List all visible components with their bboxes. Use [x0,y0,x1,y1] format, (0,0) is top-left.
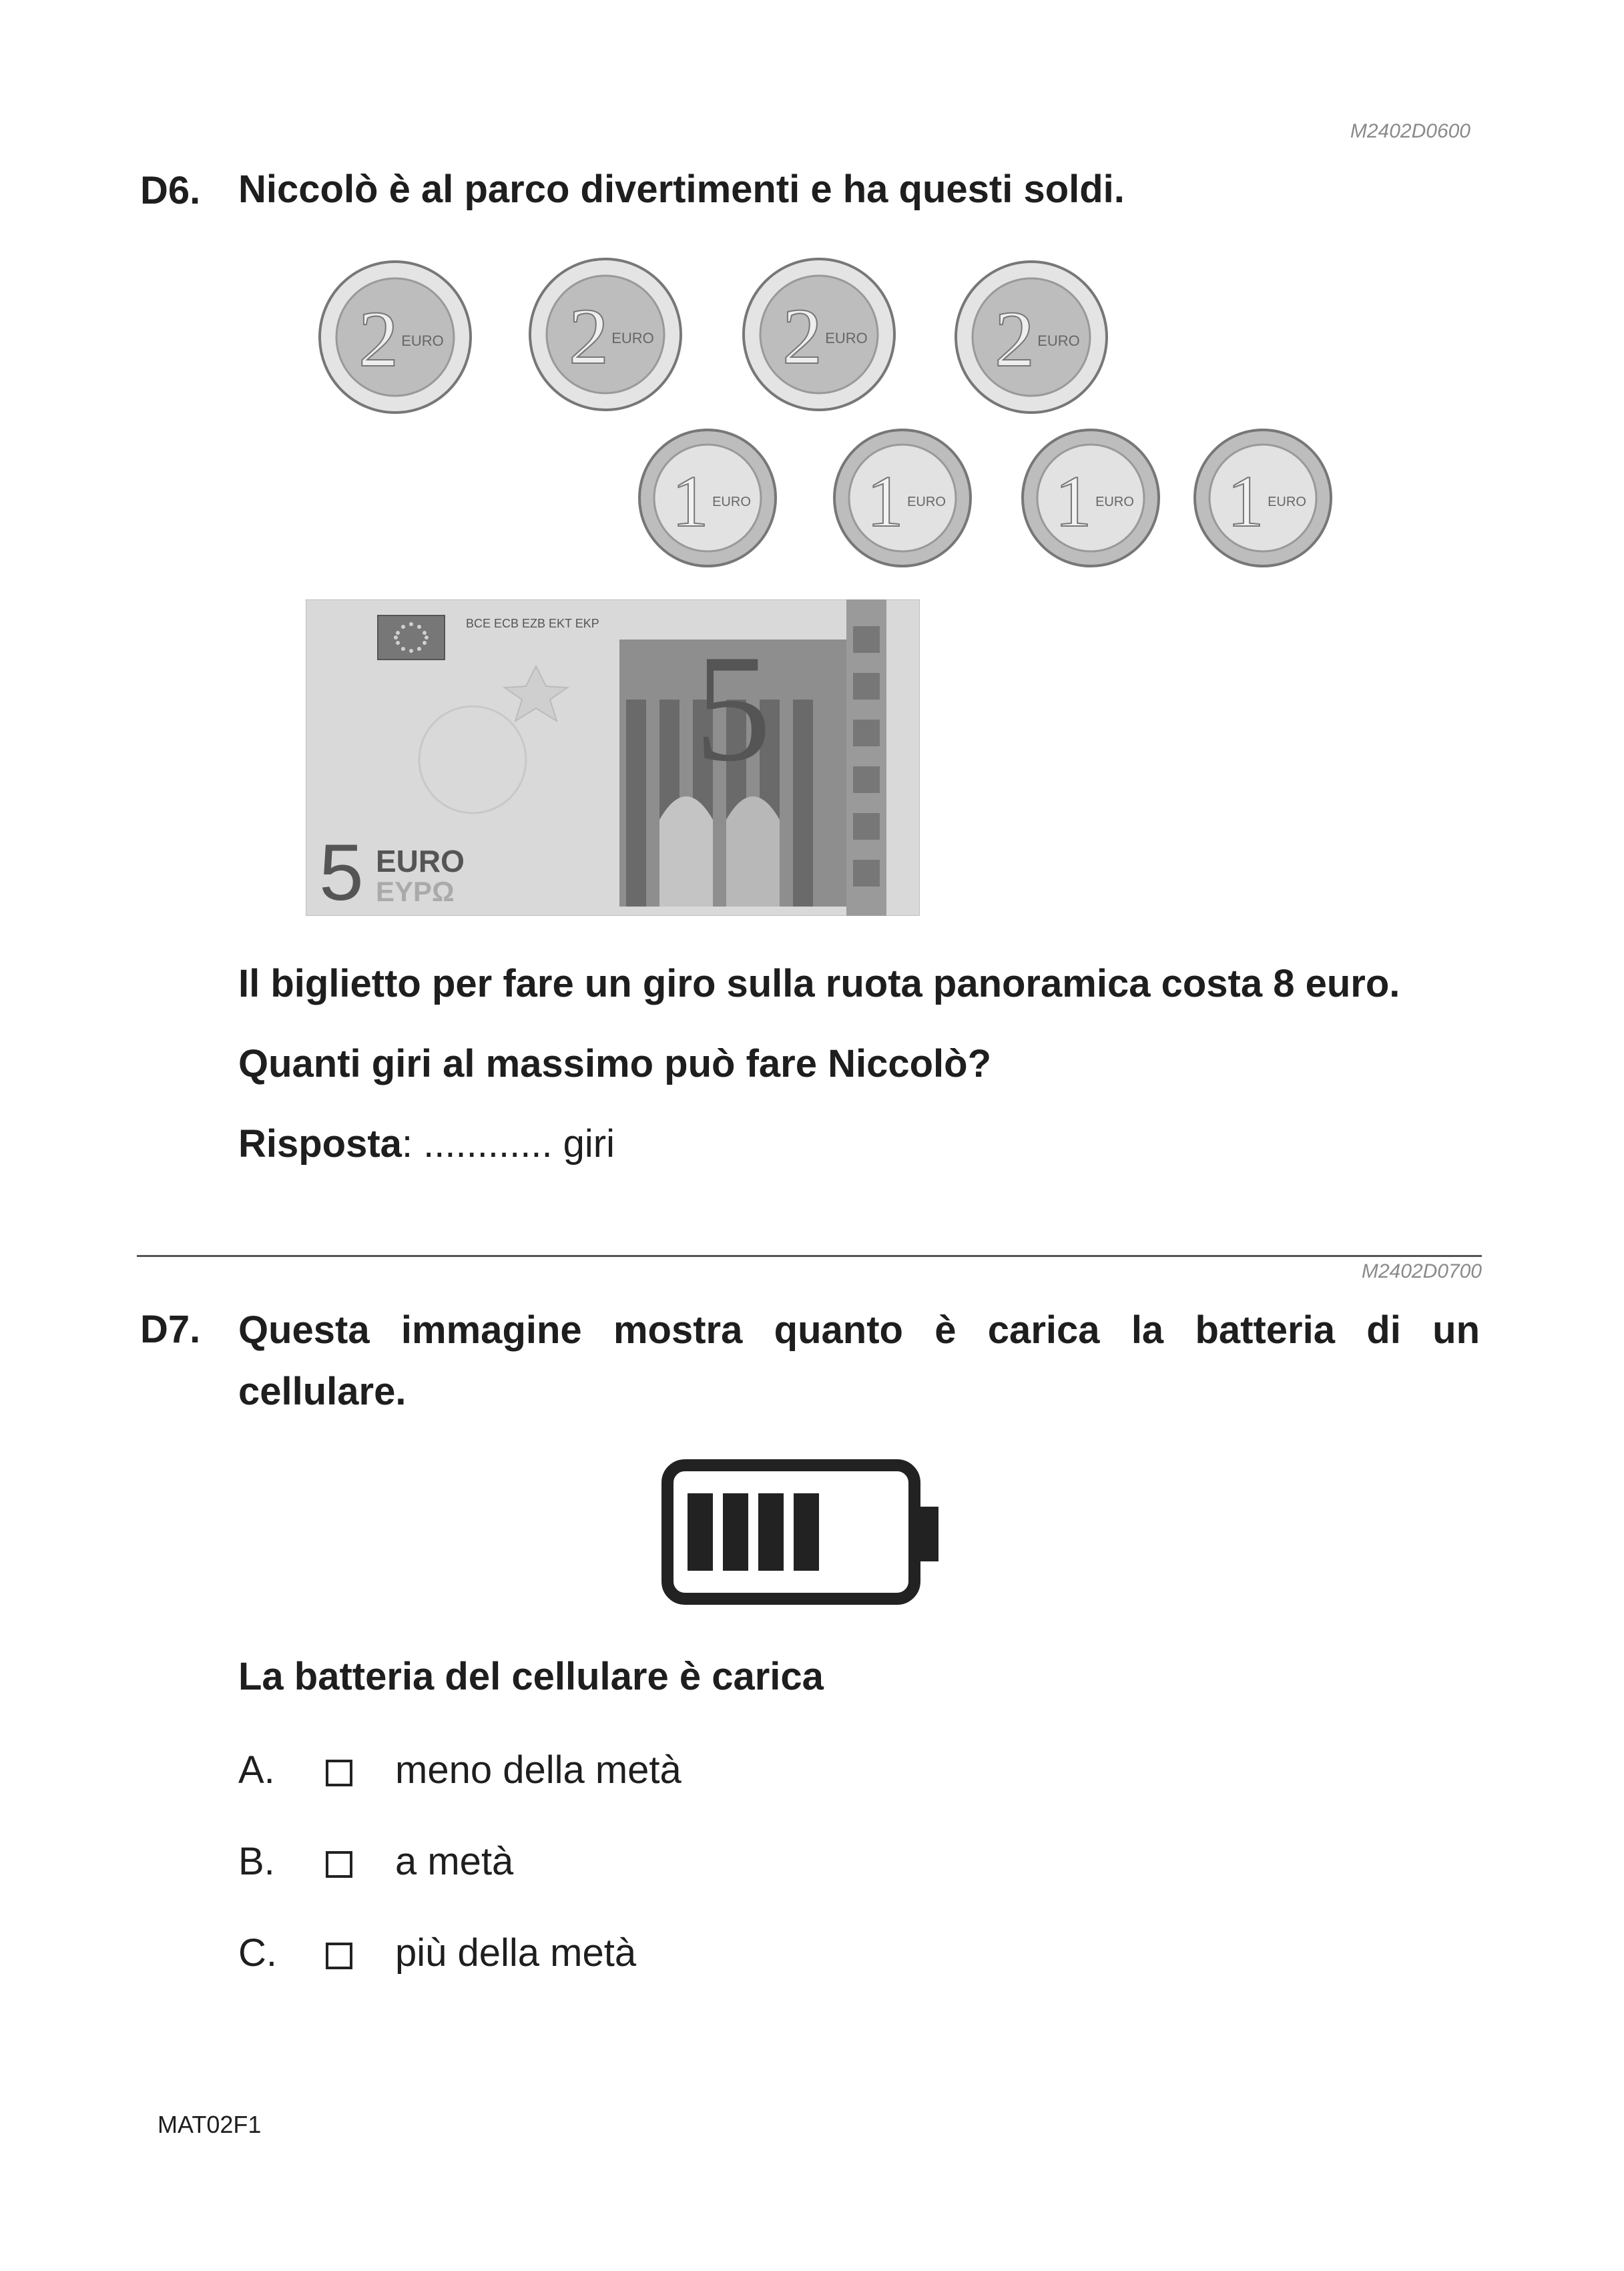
option-letter: B. [238,1840,275,1883]
banknote-value-large: 5 [694,623,772,793]
banknote-5-euro [306,599,920,916]
section-divider [137,1255,1482,1257]
coin-denomination: 2 [782,292,822,381]
checkbox-c[interactable] [326,1943,352,1969]
coin-label: EURO [1095,495,1134,509]
coin-2-euro [953,259,1109,419]
banknote-currency-greek: ΕΥΡΩ [376,876,455,907]
question-line-ticket-price: Il biglietto per fare un giro sulla ruota panoramica costa 8 euro. [238,962,1400,1005]
coin-label: EURO [907,495,946,509]
battery-icon [661,1459,955,1612]
question-prompt-d6: Niccolò è al parco divertimenti e ha questi soldi. [238,168,1125,211]
coin-2-euro [741,256,897,416]
coin-1-euro [832,427,973,572]
coin-denomination: 1 [1227,461,1264,542]
option-letter: C. [238,1931,277,1975]
battery-segment [758,1493,784,1571]
battery-segment [688,1493,713,1571]
coin-denomination: 2 [995,294,1035,383]
question-prompt-d7-line2: cellulare. [238,1370,407,1413]
question-d7: La batteria del cellulare è carica [238,1655,824,1698]
question-number-d6: D6. [140,169,201,212]
coin-label: EURO [611,330,654,346]
option-text: a metà [395,1840,514,1883]
coin-denomination: 1 [866,461,904,542]
coin-label: EURO [401,332,444,349]
checkbox-a[interactable] [326,1760,352,1786]
banknote-bank-text: BCE ECB EZB EKT EKP [466,617,599,630]
question-number-d7: D7. [140,1308,201,1351]
coin-2-euro [527,256,684,416]
coin-2-euro [317,259,473,419]
answer-line [238,1113,615,1175]
coin-label: EURO [1037,332,1080,349]
option-text: più della metà [395,1931,637,1975]
option-letter: A. [238,1748,275,1792]
checkbox-b[interactable] [326,1851,352,1878]
coin-1-euro [1020,427,1161,572]
battery-segment [723,1493,748,1571]
coin-label: EURO [712,495,751,509]
coin-label: EURO [1268,495,1306,509]
battery-segment [794,1493,819,1571]
answer-blank[interactable]: : ............ giri [401,1122,615,1166]
coin-denomination: 2 [358,294,398,383]
question-prompt-d7-line1: Questa immagine mostra quanto è carica la batteria di un [238,1308,1480,1352]
coin-1-euro [637,427,778,572]
coin-denomination: 1 [671,461,709,542]
coin-label: EURO [825,330,868,346]
page-footer: MAT02F1 [158,2111,262,2138]
answer-label: Risposta [238,1122,402,1166]
question-code-d7: M2402D0700 [1361,1260,1482,1282]
banknote-currency: EURO [376,844,465,878]
coin-denomination: 2 [569,292,609,381]
coin-1-euro [1192,427,1334,572]
coin-denomination: 1 [1055,461,1092,542]
banknote-value-small: 5 [319,828,364,916]
option-text: meno della metà [395,1748,682,1792]
question-line-how-many: Quanti giri al massimo può fare Niccolò? [238,1042,991,1085]
question-code-d6: M2402D0600 [1350,120,1470,142]
